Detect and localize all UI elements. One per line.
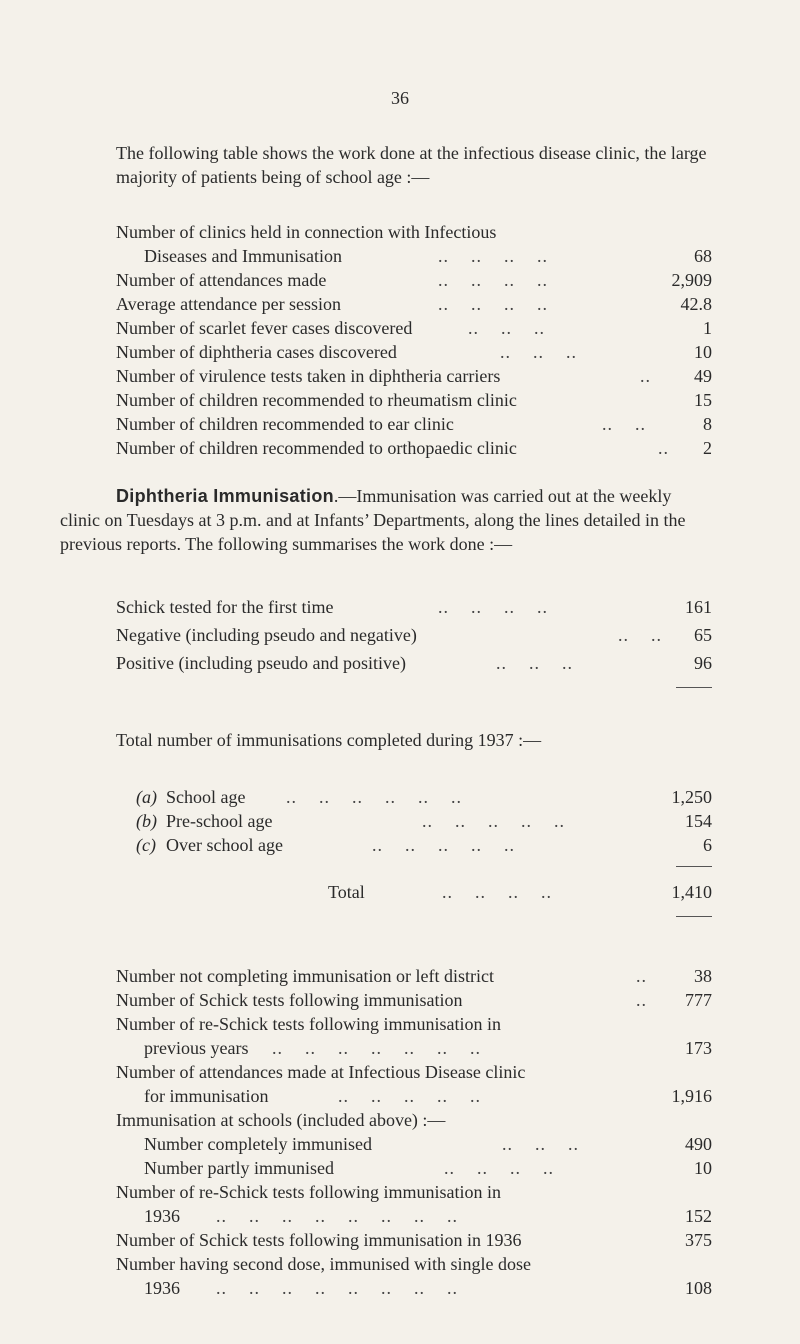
clinic-row-label: Number of scarlet fever cases discovered: [116, 318, 413, 338]
table-row: [116, 1036, 712, 1060]
total-value: 1,410: [671, 882, 712, 902]
sum-rule: [676, 866, 712, 867]
leader-dots: .. .. ..: [496, 653, 573, 673]
table-row: [116, 595, 712, 619]
clinic-row-label: Number of children recommended to orthopaedic clinic: [116, 438, 517, 458]
schick-row-value: 96: [694, 653, 712, 673]
schick-row-label: Negative (including pseudo and negative): [116, 625, 417, 645]
item-value: 154: [685, 811, 712, 831]
schick-row-value: 161: [685, 597, 712, 617]
clinic-row-label: Number of virulence tests taken in diphtheria carriers: [116, 366, 501, 386]
clinic-row-title: [116, 220, 712, 244]
clinic-row-value: 8: [703, 414, 712, 434]
table-row: [116, 1228, 712, 1252]
table-row: [116, 364, 712, 388]
leader-dots: .. ..: [602, 414, 646, 434]
leader-dots: .. .. .. .. ..: [338, 1086, 481, 1106]
stat-label: for immunisation: [144, 1086, 269, 1106]
schick-row-value: 65: [694, 625, 712, 645]
item-value: 1,250: [671, 787, 712, 807]
leader-dots: ..: [636, 990, 647, 1010]
table-row: [116, 268, 712, 292]
page-number: 36: [391, 88, 409, 108]
clinic-row-value: 49: [694, 366, 712, 386]
leader-dots: .. .. .. ..: [442, 882, 552, 902]
item-label: Pre-school age: [166, 811, 273, 831]
table-row: [116, 412, 712, 436]
leader-dots: .. .. .. ..: [438, 294, 548, 314]
schick-row-label: Positive (including pseudo and positive): [116, 653, 406, 673]
item-marker: (b): [136, 811, 157, 831]
clinic-row-label: Average attendance per session: [116, 294, 342, 314]
total-heading-row: [116, 728, 712, 752]
table-row: [116, 988, 712, 1012]
stat-label: Number of attendances made at Infectious Disease clinic: [116, 1062, 526, 1082]
clinic-row-value: 15: [694, 390, 712, 410]
table-row: [116, 1084, 712, 1108]
stat-label: Number having second dose, immunised with single dose: [116, 1254, 531, 1274]
sum-rule: [676, 916, 712, 917]
stat-value: 490: [685, 1134, 712, 1154]
diphtheria-paragraph: [60, 484, 712, 556]
stat-value: 108: [685, 1278, 712, 1298]
stat-value: 1,916: [671, 1086, 712, 1106]
stat-label: previous years: [144, 1038, 249, 1058]
total-row: [116, 880, 712, 904]
table-row: [116, 1060, 712, 1084]
item-label: School age: [166, 787, 246, 807]
leader-dots: .. ..: [618, 625, 662, 645]
table-row: [116, 1156, 712, 1180]
stat-value: 777: [685, 990, 712, 1010]
leader-dots: .. .. .. ..: [438, 597, 548, 617]
clinic-row-label: Number of attendances made: [116, 270, 327, 290]
clinic-row-label: Diseases and Immunisation: [144, 246, 342, 266]
leader-dots: .. .. .. .. ..: [372, 835, 515, 855]
stat-label: Number partly immunised: [144, 1158, 334, 1178]
stat-label: Number of Schick tests following immunisation in 1936: [116, 1230, 522, 1250]
stat-label: 1936: [144, 1278, 180, 1298]
table-row: [136, 833, 712, 857]
table-row: [116, 1132, 712, 1156]
table-row: [116, 292, 712, 316]
table-row: [116, 623, 712, 647]
total-heading: Total number of immunisations completed during 1937 :—: [116, 730, 542, 750]
table-row: [116, 244, 712, 268]
table-row: [116, 651, 712, 675]
leader-dots: .. .. .. ..: [444, 1158, 554, 1178]
item-marker: (c): [136, 835, 156, 855]
stat-value: 38: [694, 966, 712, 986]
leader-dots: .. .. .. .. ..: [422, 811, 565, 831]
table-row: [116, 1204, 712, 1228]
diphtheria-text: .—Immunisation was carried out at the weekly clinic on Tuesdays at 3 p.m. and at Infants’ Departments, along the lines detailed in the previous reports. The following summarises the work done :—: [60, 486, 686, 554]
leader-dots: .. .. ..: [502, 1134, 579, 1154]
stat-label: Number of re-Schick tests following immunisation in: [116, 1014, 501, 1034]
sum-rule: [676, 687, 712, 688]
leader-dots: .. .. ..: [500, 342, 577, 362]
stat-label: Number of re-Schick tests following immunisation in: [116, 1182, 501, 1202]
clinic-row-label: Number of clinics held in connection with Infectious: [116, 222, 497, 242]
table-row: [116, 316, 712, 340]
item-label: Over school age: [166, 835, 283, 855]
clinic-row-value: 2,909: [671, 270, 712, 290]
stat-label: Immunisation at schools (included above) :—: [116, 1110, 446, 1130]
table-row: [116, 388, 712, 412]
clinic-row-value: 2: [703, 438, 712, 458]
clinic-row-label: Number of children recommended to rheumatism clinic: [116, 390, 517, 410]
stat-label: Number of Schick tests following immunisation: [116, 990, 463, 1010]
clinic-row-label: Number of diphtheria cases discovered: [116, 342, 397, 362]
leader-dots: .. .. .. .. .. ..: [286, 787, 462, 807]
table-row: [136, 809, 712, 833]
table-row: [116, 1276, 712, 1300]
stat-value: 10: [694, 1158, 712, 1178]
schick-row-label: Schick tested for the first time: [116, 597, 334, 617]
table-row: [116, 964, 712, 988]
table-row: [136, 785, 712, 809]
table-row: [116, 436, 712, 460]
table-row: [116, 1012, 712, 1036]
leader-dots: .. .. .. ..: [438, 270, 548, 290]
clinic-row-value: 1: [703, 318, 712, 338]
total-label: Total: [328, 882, 365, 902]
leader-dots: ..: [636, 966, 647, 986]
clinic-row-value: 42.8: [680, 294, 712, 314]
item-value: 6: [703, 835, 712, 855]
clinic-row-value: 68: [694, 246, 712, 266]
stat-value: 173: [685, 1038, 712, 1058]
section-heading: Diphtheria Immunisation: [116, 486, 334, 506]
clinic-row-label: Number of children recommended to ear clinic: [116, 414, 454, 434]
stat-label: Number completely immunised: [144, 1134, 372, 1154]
stat-label: 1936: [144, 1206, 180, 1226]
table-row: [116, 1252, 712, 1276]
intro-paragraph: The following table shows the work done at the infectious disease clinic, the large majority of patients being of school age :—: [116, 143, 707, 187]
leader-dots: .. .. .. .. .. .. .. ..: [216, 1206, 458, 1226]
stat-value: 375: [685, 1230, 712, 1250]
stat-label: Number not completing immunisation or left district: [116, 966, 494, 986]
table-row: [116, 1108, 712, 1132]
table-row: [116, 1180, 712, 1204]
leader-dots: ..: [658, 438, 669, 458]
leader-dots: .. .. .. ..: [438, 246, 548, 266]
leader-dots: .. .. ..: [468, 318, 545, 338]
item-marker: (a): [136, 787, 157, 807]
leader-dots: .. .. .. .. .. .. .. ..: [216, 1278, 458, 1298]
table-row: [116, 340, 712, 364]
stat-value: 152: [685, 1206, 712, 1226]
leader-dots: ..: [640, 366, 651, 386]
leader-dots: .. .. .. .. .. .. ..: [272, 1038, 481, 1058]
clinic-row-value: 10: [694, 342, 712, 362]
